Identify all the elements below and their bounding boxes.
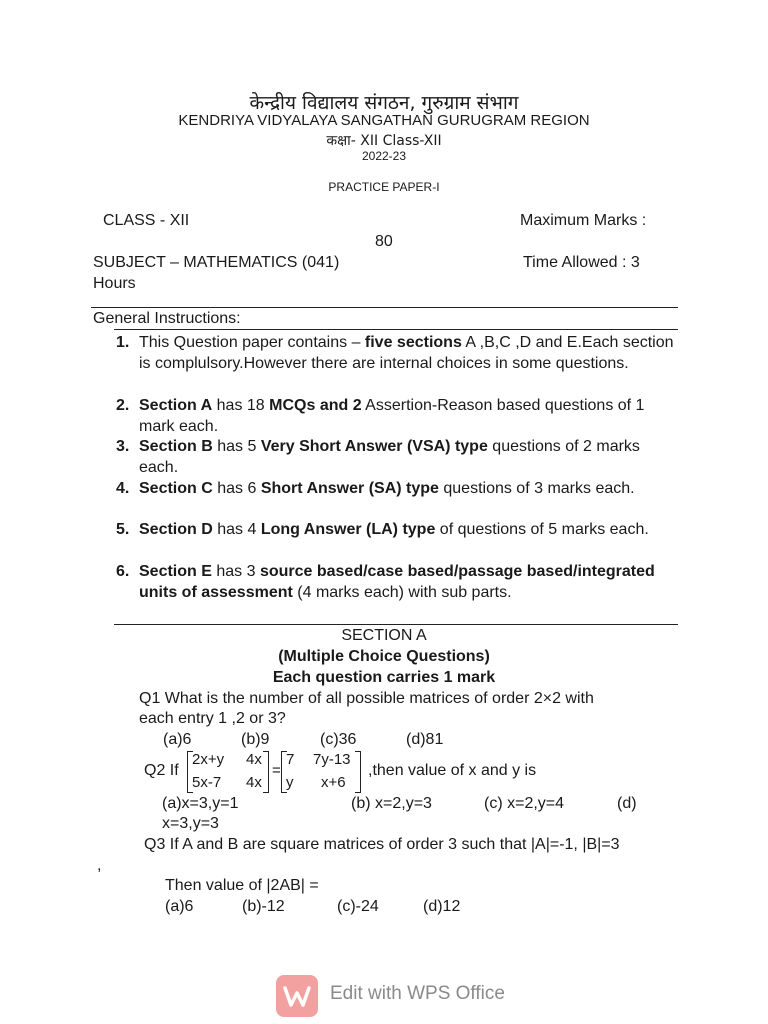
stray-comma: , [97,857,102,874]
wps-watermark-text[interactable]: Edit with WPS Office [330,983,505,1004]
subject-label: SUBJECT – MATHEMATICS (041) [93,254,340,271]
q2-option-b: (b) x=2,y=3 [351,795,432,812]
q2-option-d-value: x=3,y=3 [162,815,219,832]
org-name: KENDRIYA VIDYALAYA SANGATHAN GURUGRAM REGION [178,112,590,129]
wps-w-glyph-icon [276,975,318,1017]
q1-option-a: (a)6 [163,731,192,748]
q3-option-d: (d)12 [423,898,461,915]
equals-sign: = [272,762,281,779]
matrix1-right-bracket [263,751,269,793]
q1-option-c: (c)36 [320,731,357,748]
q2-suffix: ,then value of x and y is [368,762,537,779]
q3-option-a: (a)6 [165,898,194,915]
section-subtitle: (Multiple Choice Questions) [278,648,490,665]
matrix2-cell: y [286,774,294,791]
instruction-text: Section E has 3 source based/case based/passage based/integrated units of assessment (4 marks each) with sub parts. [139,563,655,601]
q1-option-b: (b)9 [241,731,270,748]
q2-option-d: (d) [617,795,637,812]
q3-option-c: (c)-24 [337,898,379,915]
matrix1-cell: 5x-7 [192,774,222,791]
q2-option-c: (c) x=2,y=4 [484,795,565,812]
max-marks-label: Maximum Marks : [520,212,647,229]
paper-title: PRACTICE PAPER-I [328,180,440,194]
divider-top [91,307,678,308]
section-title: SECTION A [341,627,427,644]
instructions-title: General Instructions: [93,310,241,327]
matrix1-cell: 2x+y [192,751,225,768]
q2-prefix: Q2 If [144,762,179,779]
instruction-number: 3. [116,438,130,455]
wps-logo-icon[interactable] [276,975,318,1017]
matrix2-cell: x+6 [321,774,346,791]
q1-text-line2: each entry 1 ,2 or 3? [139,710,286,727]
instruction-number: 2. [116,397,130,414]
section-note: Each question carries 1 mark [272,669,496,686]
instruction-number: 6. [116,563,130,580]
matrix2-cell: 7y-13 [313,751,351,768]
q3-text-line2: Then value of |2AB| = [165,877,319,894]
instruction-text: Section A has 18 MCQs and 2 Assertion-Reason based questions of 1 mark each. [139,397,645,435]
matrix1-cell: 4x [246,751,262,768]
time-unit: Hours [93,275,136,292]
q3-text-line1: Q3 If A and B are square matrices of order 3 such that |A|=-1, |B|=3 [144,836,620,853]
hindi-org-name: केन्द्रीय विद्यालय संगठन, गुरुग्राम संभाग [249,92,519,114]
instruction-number: 5. [116,521,130,538]
instruction-number: 1. [116,334,130,351]
year: 2022-23 [361,149,407,163]
instruction-text: Section B has 5 Very Short Answer (VSA) type questions of 2 marks each. [139,438,640,476]
q2-option-a: (a)x=3,y=1 [162,795,239,812]
class-label: CLASS - XII [103,212,190,229]
instruction-text: Section C has 6 Short Answer (SA) type questions of 3 marks each. [139,480,635,497]
matrix1-cell: 4x [246,774,262,791]
class-line: कक्षा- XII Class-XII [326,133,442,149]
matrix2-right-bracket [355,751,361,793]
matrix2-cell: 7 [286,751,295,768]
time-allowed-label: Time Allowed : 3 [523,254,640,271]
instruction-text: Section D has 4 Long Answer (LA) type of questions of 5 marks each. [139,521,649,538]
instruction-text: This Question paper contains – five sections A ,B,C ,D and E.Each section is complulsory.However there are internal choices in some questions. [139,334,674,372]
max-marks-value: 80 [375,233,393,250]
q1-text-line1: Q1 What is the number of all possible matrices of order 2×2 with [139,690,594,707]
instruction-number: 4. [116,480,130,497]
q1-option-d: (d)81 [406,731,444,748]
divider-section [114,624,678,625]
divider-instructions [114,329,678,330]
q3-option-b: (b)-12 [242,898,285,915]
